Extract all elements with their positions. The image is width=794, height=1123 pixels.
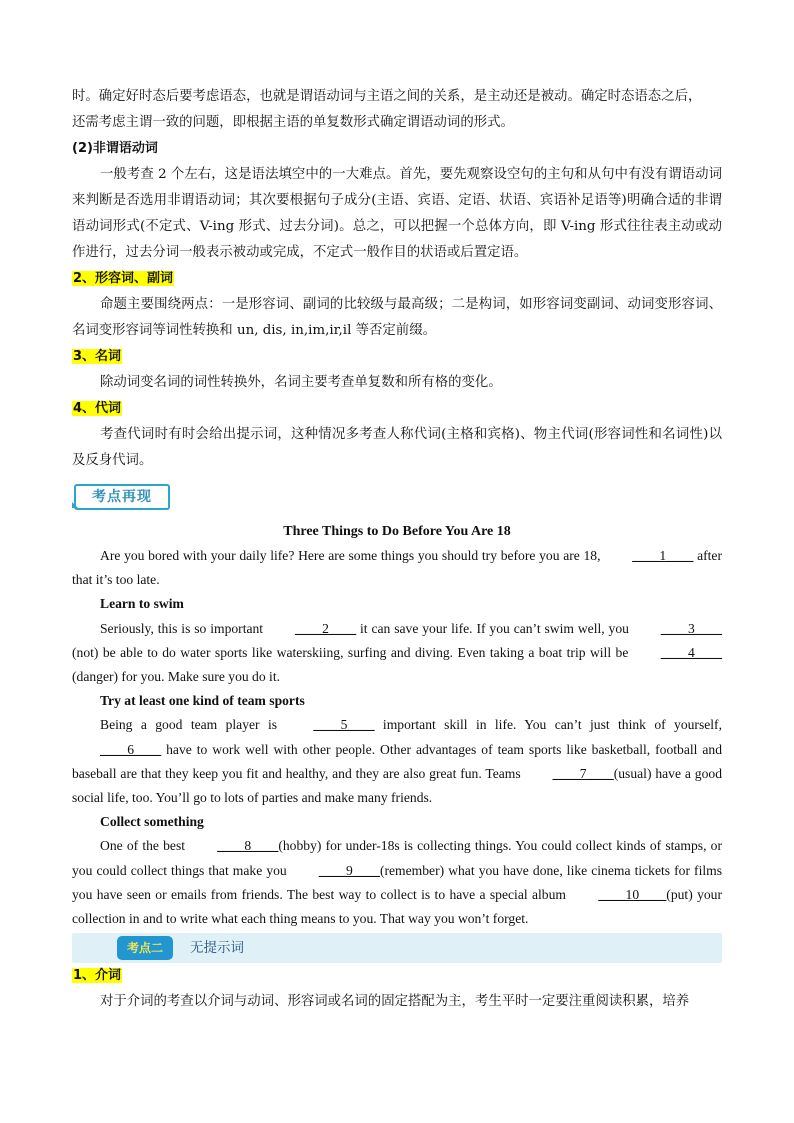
- blank-5[interactable]: ____5____: [313, 717, 375, 733]
- intro-line-1: 时。确定好时态后要考虑语态，也就是谓语动词与主语之间的关系，是主动还是被动。确定时态语态之后，: [72, 89, 702, 104]
- noun-heading: 3、名词: [73, 349, 122, 364]
- exam-point-badge: [72, 478, 722, 516]
- nonfinite-heading: (2)非谓语动词: [72, 141, 158, 156]
- section-heading-team-sports: Try at least one kind of team sports: [100, 693, 305, 709]
- intro-line-2: 还需考虑主谓一致的问题，即根据主语的单复数形式确定谓语动词的形式。: [72, 115, 514, 130]
- blank-3[interactable]: ____3____: [660, 620, 722, 636]
- passage-paragraph-4: One of the best ____8____(hobby) for under-18s is collecting things. You could collect kinds of stamps, or you could collect things that make you ____9____(remember) what you have done, like cinema tickets for films you have seen or emails from friends. The best way to collect is to have a special album ____10____(put) your collection in and to write what each thing means to you. That way you won’t forget.: [72, 834, 722, 931]
- nonfinite-body: 一般考查 2 个左右，这是语法填空中的一大难点。首先，要先观察设空句的主句和从句中有没有谓语动词来判断是否选用非谓语动词；其次要根据句子成分(主语、宾语、定语、状语、宾语补足语等)明确合适的非谓语动词形式(不定式、V-ing 形式、过去分词)。总之，可以把握一个总体方向，即 V-ing 形式往往表主动或动作进行，过去分词一般表示被动或完成，不定式一般作目的状语或后置定语。: [72, 167, 722, 260]
- section-heading-swim: Learn to swim: [100, 596, 184, 612]
- badge-tail: [72, 502, 78, 508]
- passage-paragraph-3: Being a good team player is ____5____ important skill in life. You can’t just think of yourself, ____6____ have to work well with other people. Other advantages of team sports like basketball, football and baseball are that they keep you fit and healthy, and they are also great fun. Teams ____7____(usual) have a good social life, too. You’ll go to lots of parties and make many friends.: [72, 713, 722, 810]
- passage-paragraph-2: Seriously, this is so important ____2____ it can save your life. If you can’t swim well, you ____3____(not) be able to do water sports like waterskiing, surfing and diving. Even taking a boat trip will be ____4____(danger) for you. Make sure you do it.: [72, 617, 722, 690]
- page-content: [72, 84, 722, 1015]
- pronoun-body: 考查代词时有时会给出提示词，这种情况多考查人称代词(主格和宾格)、物主代词(形容词性和名词性)以及反身代词。: [72, 427, 722, 468]
- pronoun-heading: 4、代词: [73, 401, 122, 416]
- banner-text: 无提示词: [190, 940, 244, 957]
- adj-body: 命题主要围绕两点：一是形容词、副词的比较级与最高级；二是构词，如形容词变副词、动词变形容词、名词变形容词等词性转换和 un, dis, in,im,ir,il 等否定前缀。: [72, 297, 722, 338]
- blank-6[interactable]: ____6____: [100, 741, 162, 757]
- badge-label: 考点再现: [74, 484, 170, 510]
- adj-heading: 2、形容词、副词: [73, 271, 174, 286]
- blank-8[interactable]: ____8____: [217, 838, 279, 854]
- passage-paragraph-1: Are you bored with your daily life? Here are some things you should try before you are 18, ____1____ after that it’s too late.: [72, 544, 722, 592]
- prep-heading: 1、介词: [73, 968, 122, 984]
- blank-1[interactable]: ____1____: [632, 548, 694, 563]
- blank-9[interactable]: ____9____: [318, 862, 380, 878]
- blank-7[interactable]: ____7____: [552, 765, 614, 781]
- blank-10[interactable]: ____10____: [598, 886, 667, 902]
- blank-2[interactable]: ____2____: [294, 620, 357, 636]
- section-heading-collect: Collect something: [100, 814, 204, 830]
- noun-body: 除动词变名词的词性转换外，名词主要考查单复数和所有格的变化。: [100, 375, 502, 390]
- prep-body: 对于介词的考查以介词与动词、形容词或名词的固定搭配为主，考生平时一定要注重阅读积累，培养: [100, 994, 690, 1010]
- banner-tag: 考点二: [117, 936, 173, 960]
- passage-title: Three Things to Do Before You Are 18: [283, 524, 511, 539]
- section-banner: [72, 933, 722, 963]
- blank-4[interactable]: ____4____: [660, 644, 722, 660]
